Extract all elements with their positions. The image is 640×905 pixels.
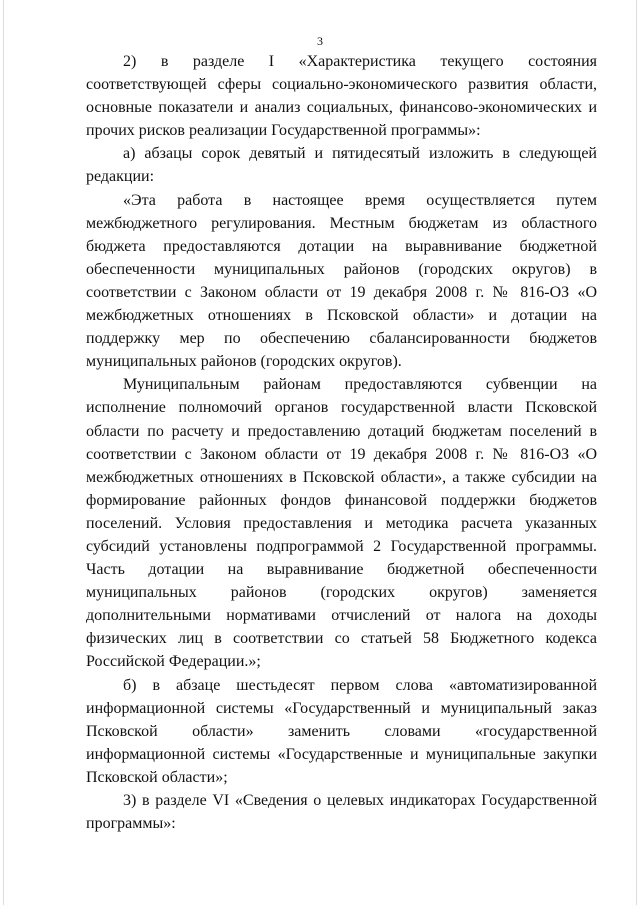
- paragraph-subitem-b: б) в абзаце шестьдесят первом слова «автоматизированной информационной системы «Государственный и муниципальный заказ Псковской области» заменить словами «государственной информационной системы «Государственные и муниципальные закупки Псковской области»;: [86, 676, 597, 786]
- paragraph-quoted-text-1: «Эта работа в настоящее время осуществляется путем межбюджетного регулирования. Местным бюджетам из областного бюджета предоставляются дотации на выравнивание бюджетной обеспеченности муниципальных районов (городских округов) в соответствии с Законом области от 19 декабря 2008 г. № 816-ОЗ «О межбюджетных отношениях в Псковской области» и дотации на поддержку мер по обеспечению сбалансированности бюджетов муниципальных районов (городских округов).: [86, 191, 597, 371]
- document-body: [86, 50, 597, 835]
- page-number: 3: [317, 34, 323, 48]
- paragraph-subitem-a: а) абзацы сорок девятый и пятидесятый изложить в следующей редакции:: [86, 145, 597, 186]
- paragraph-quoted-text-2: Муниципальным районам предоставляются субвенции на исполнение полномочий органов государственной власти Псковской области по расчету и предоставлению дотаций бюджетам поселений в соответствии с Законом области от 19 декабря 2008 г. № 816-ОЗ «О межбюджетных отношениях в Псковской области», а также субсидии на формирование районных фондов финансовой поддержки бюджетов поселений. Условия предоставления и методика расчета указанных субсидий установлены подпрограммой 2 Государственной программы. Часть дотации на выравнивание бюджетной обеспеченности муниципальных районов (городских округов) заменяется дополнительными нормативами отчислений от налога на доходы физических лиц в соответствии со статьей 58 Бюджетного кодекса Российской Федерации.»;: [86, 376, 597, 671]
- paragraph-section-6-heading: 3) в разделе VI «Сведения о целевых индикаторах Государственной программы»:: [86, 792, 597, 833]
- paragraph-section-1-heading: 2) в разделе I «Характеристика текущего состояния соответствующей сферы социально-экономического развития области, основные показатели и анализ социальных, финансово-экономических и прочих рисков реализации Государственной программы»:: [86, 53, 597, 140]
- scan-edge-right: [636, 0, 637, 905]
- scan-edge-left: [3, 0, 4, 905]
